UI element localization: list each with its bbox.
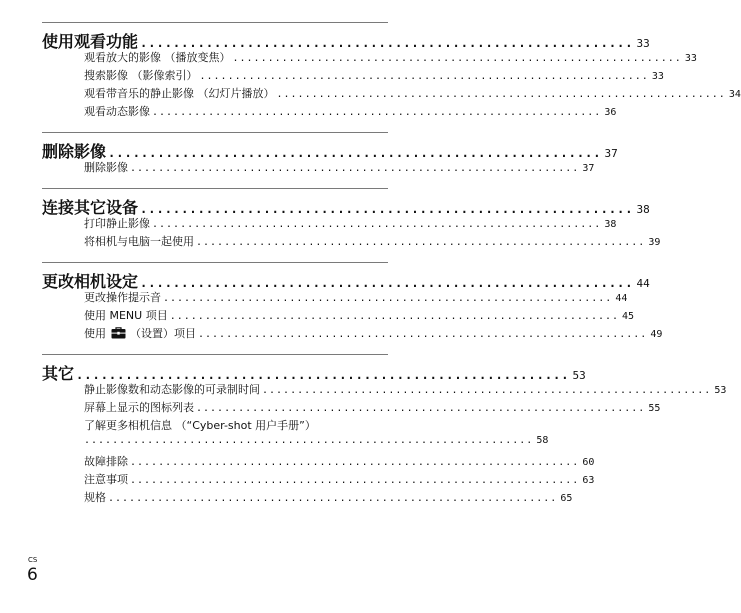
leader-dots: ................................................................ xyxy=(108,493,558,504)
toc-entry[interactable] xyxy=(84,399,661,417)
entry-page-number: 53 xyxy=(714,385,727,396)
toc-entry[interactable] xyxy=(84,325,663,343)
section-title: 连接其它设备 xyxy=(42,198,139,217)
section-page-number: 37 xyxy=(604,147,618,160)
entry-page-number: 39 xyxy=(648,237,661,248)
leader-dots: ................................................................ xyxy=(276,89,726,100)
leader-dots: ................................................................ xyxy=(130,457,580,468)
table-of-contents xyxy=(42,22,741,518)
leader-dots: ............................................................ xyxy=(108,146,602,160)
entry-title: 故障排除 xyxy=(84,455,128,468)
toc-entry[interactable] xyxy=(84,159,595,177)
entry-page-number: 33 xyxy=(684,53,697,64)
toc-section xyxy=(42,22,741,121)
entry-title-suffix: （设置）项目 xyxy=(130,327,196,340)
section-page-number: 38 xyxy=(636,203,650,216)
language-code: CS xyxy=(28,556,38,564)
toc-entry[interactable] xyxy=(84,85,741,103)
entry-title: 注意事项 xyxy=(84,473,128,486)
toc-section-heading[interactable] xyxy=(42,189,650,217)
entry-title: 将相机与电脑一起使用 xyxy=(84,235,194,248)
toc-section xyxy=(42,132,618,177)
leader-dots: ............................................................ xyxy=(140,202,634,216)
toc-section xyxy=(42,262,663,343)
leader-dots: ................................................................ xyxy=(130,163,580,174)
entry-page-number: 58 xyxy=(536,435,549,446)
toc-entry[interactable] xyxy=(84,381,727,399)
entry-page-number: 33 xyxy=(651,71,664,82)
entry-page-number: 36 xyxy=(604,107,617,118)
section-title: 使用观看功能 xyxy=(42,32,139,51)
section-title: 其它 xyxy=(42,364,75,383)
toc-entry[interactable] xyxy=(84,215,617,233)
entry-page-number: 63 xyxy=(582,475,595,486)
entry-page-number: 45 xyxy=(622,311,635,322)
entry-title: 静止影像数和动态影像的可录制时间 xyxy=(84,383,260,396)
entry-page-number: 49 xyxy=(650,329,663,340)
entry-page-number: 55 xyxy=(648,403,661,414)
leader-dots: ................................................................ xyxy=(196,237,646,248)
entry-page-number: 38 xyxy=(604,219,617,230)
toc-entry[interactable] xyxy=(84,67,664,85)
section-title: 更改相机设定 xyxy=(42,272,139,291)
toc-entry[interactable] xyxy=(84,289,628,307)
entry-title: 更改操作提示音 xyxy=(84,291,161,304)
leader-dots: ............................................................ xyxy=(76,368,570,382)
toc-section-heading[interactable] xyxy=(42,133,618,161)
toc-section-heading[interactable] xyxy=(42,263,650,291)
leader-dots: ................................................................ xyxy=(198,329,648,340)
leader-dots: ................................................................ xyxy=(232,53,682,64)
toc-section xyxy=(42,354,727,507)
entry-title: 规格 xyxy=(84,491,106,504)
leader-dots: ................................................................ xyxy=(199,71,649,82)
entry-title: 观看放大的影像 （播放变焦） xyxy=(84,51,231,64)
entry-title xyxy=(84,325,198,342)
toc-section xyxy=(42,188,661,251)
leader-dots: ................................................................ xyxy=(169,311,620,322)
toc-entry[interactable] xyxy=(84,103,617,121)
entry-title: 观看动态影像 xyxy=(84,105,150,118)
entry-title: 屏幕上显示的图标列表 xyxy=(84,401,194,414)
toc-section-heading[interactable] xyxy=(42,355,586,383)
entry-title: 了解更多相机信息 （“Cyber-shot 用户手册”） xyxy=(84,419,316,432)
toc-entry[interactable] xyxy=(84,233,661,251)
entry-title: 使用 MENU 项目 xyxy=(84,309,168,322)
toc-entry[interactable] xyxy=(84,307,635,325)
entry-page-number: 44 xyxy=(615,293,628,304)
toc-entry[interactable] xyxy=(84,453,595,471)
entry-page-number: 60 xyxy=(582,457,595,468)
section-title: 删除影像 xyxy=(42,142,107,161)
toc-entry[interactable] xyxy=(84,49,697,67)
section-page-number: 53 xyxy=(572,369,586,382)
leader-dots: ................................................................ xyxy=(152,219,602,230)
toc-entry[interactable] xyxy=(84,471,595,489)
entry-title: 观看带音乐的静止影像 （幻灯片播放） xyxy=(84,87,275,100)
leader-dots: ................................................................ xyxy=(163,293,613,304)
leader-dots: ................................................................ xyxy=(130,475,580,486)
entry-page-number: 65 xyxy=(560,493,573,504)
toc-section-heading[interactable] xyxy=(42,23,650,51)
leader-dots: ................................................................ xyxy=(152,107,602,118)
leader-dots: ................................................................ xyxy=(196,403,646,414)
section-page-number: 44 xyxy=(636,277,650,290)
entry-title: 打印静止影像 xyxy=(84,217,150,230)
leader-dots: ............................................................ xyxy=(140,36,634,50)
leader-dots: ................................................................ xyxy=(262,385,712,396)
leader-dots: ............................................................ xyxy=(140,276,634,290)
entry-page-number: 37 xyxy=(582,163,595,174)
toolbox-icon xyxy=(111,327,126,342)
page-number: 6 xyxy=(27,565,38,585)
toc-entry[interactable] xyxy=(84,489,573,507)
entry-title: 删除影像 xyxy=(84,161,128,174)
entry-page-number: 34 xyxy=(728,89,741,100)
leader-dots: ................................................................ xyxy=(84,435,534,446)
section-page-number: 33 xyxy=(636,37,650,50)
entry-title: 搜索影像 （影像索引） xyxy=(84,69,198,82)
entry-title-prefix: 使用 xyxy=(84,327,106,340)
toc-entry[interactable] xyxy=(84,417,549,453)
